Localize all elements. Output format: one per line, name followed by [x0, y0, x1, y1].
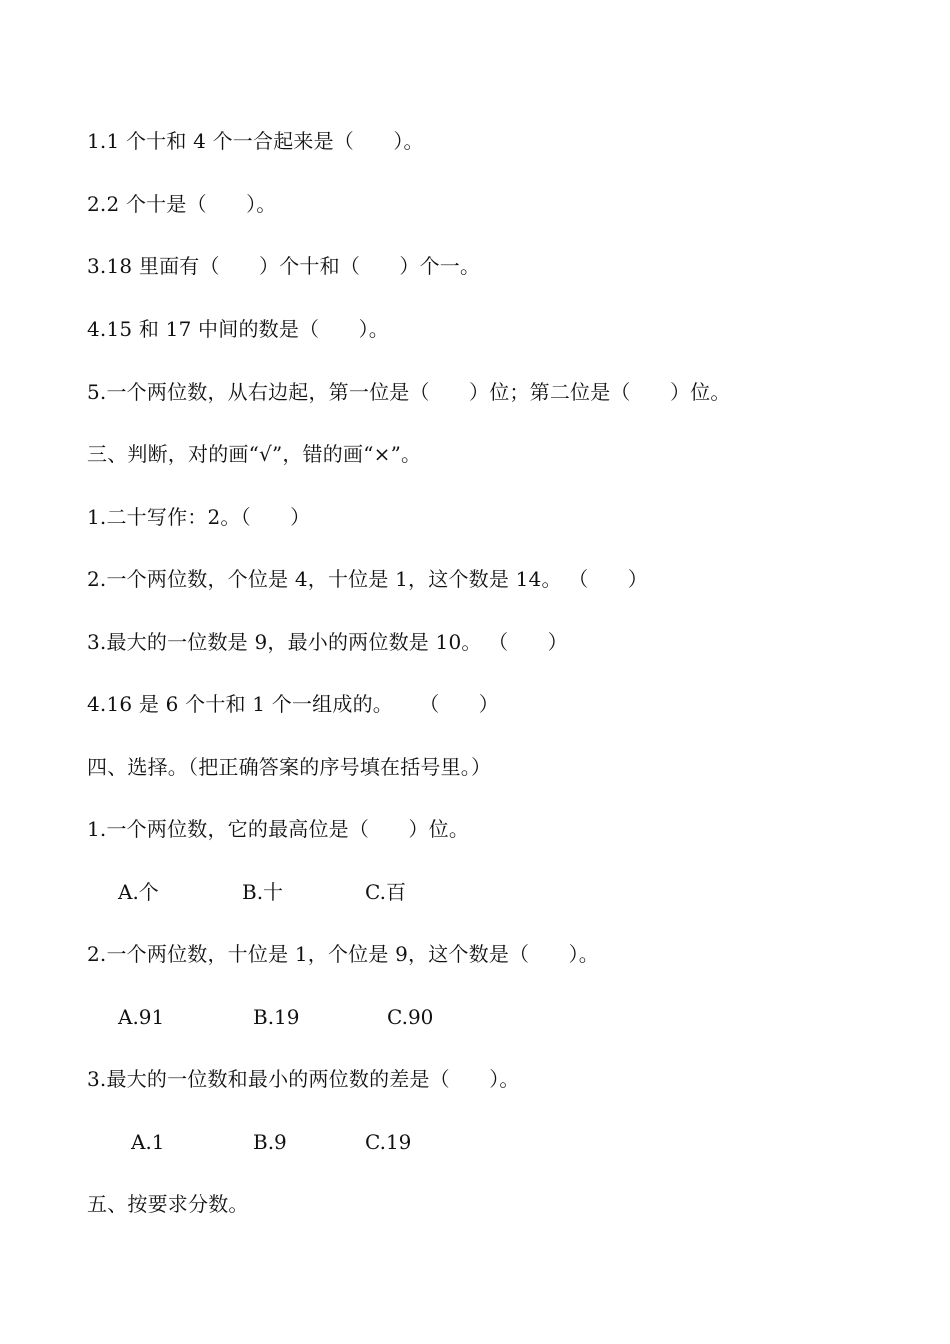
- section-3-heading: 三、判断，对的画“√”，错的画“×”。: [87, 442, 422, 466]
- fill-question-1: 1.1 个十和 4 个一合起来是（ ）。: [87, 129, 424, 153]
- fill-question-2: 2.2 个十是（ ）。: [87, 192, 277, 216]
- choice-question-1: 1.一个两位数，它的最高位是（ ）位。: [87, 817, 470, 841]
- section-5-heading: 五、按要求分数。: [87, 1192, 249, 1216]
- judge-question-2: 2.一个两位数，个位是 4，十位是 1，这个数是 14。 （ ）: [87, 567, 648, 591]
- choice-1-option-c: C.百: [365, 880, 406, 904]
- choice-3-option-b: B.9: [253, 1130, 287, 1154]
- judge-question-3: 3.最大的一位数是 9，最小的两位数是 10。 （ ）: [87, 630, 568, 654]
- choice-2-option-c: C.90: [387, 1005, 434, 1029]
- choice-3-option-c: C.19: [365, 1130, 412, 1154]
- judge-question-1: 1.二十写作：2。（ ）: [87, 505, 311, 529]
- fill-question-5: 5.一个两位数，从右边起，第一位是（ ）位；第二位是（ ）位。: [87, 380, 731, 404]
- judge-question-4: 4.16 是 6 个十和 1 个一组成的。 （ ）: [87, 692, 499, 716]
- choice-1-option-a: A.个: [118, 880, 159, 904]
- fill-question-4: 4.15 和 17 中间的数是（ ）。: [87, 317, 389, 341]
- choice-2-option-b: B.19: [253, 1005, 300, 1029]
- choice-question-2: 2.一个两位数，十位是 1，个位是 9，这个数是（ ）。: [87, 942, 599, 966]
- choice-question-3: 3.最大的一位数和最小的两位数的差是（ ）。: [87, 1067, 520, 1091]
- choice-2-option-a: A.91: [118, 1005, 165, 1029]
- choice-1-option-b: B.十: [242, 880, 284, 904]
- fill-question-3: 3.18 里面有（ ）个十和（ ）个一。: [87, 254, 481, 278]
- section-4-heading: 四、选择。（把正确答案的序号填在括号里。）: [87, 755, 492, 779]
- choice-3-option-a: A.1: [131, 1130, 165, 1154]
